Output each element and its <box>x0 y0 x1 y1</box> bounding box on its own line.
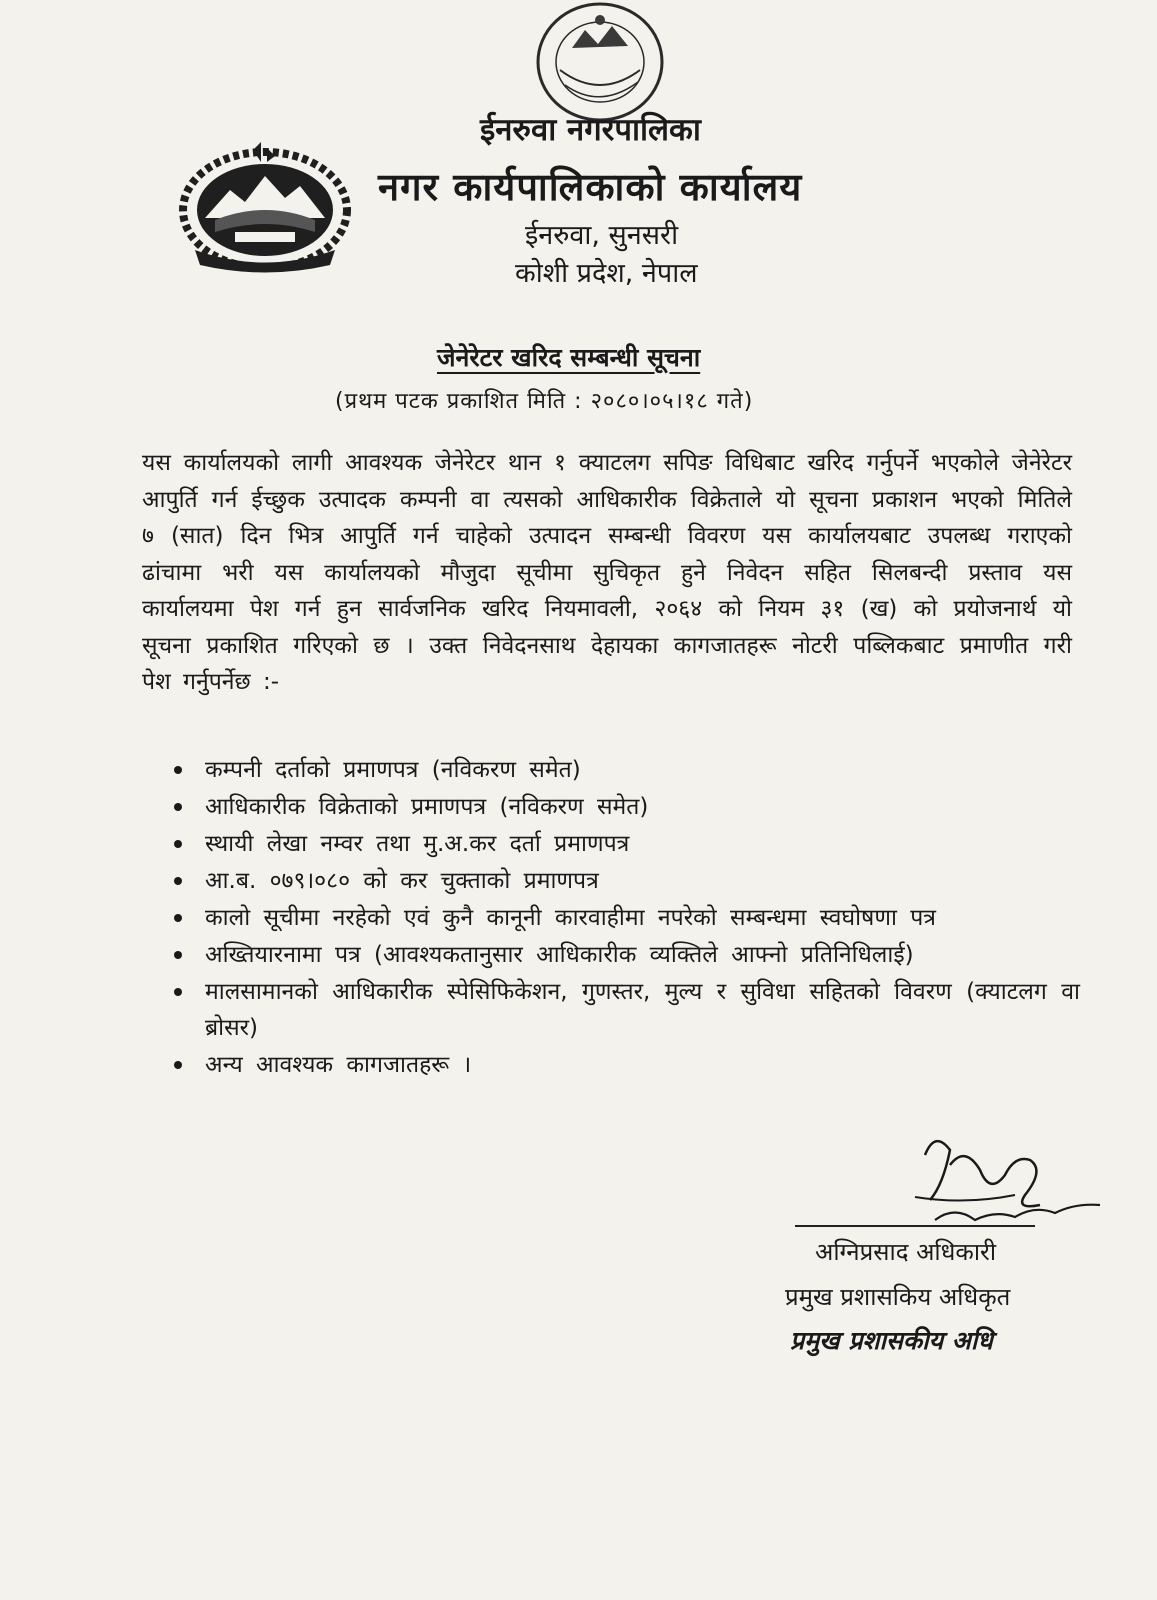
list-item-text: कम्पनी दर्ताको प्रमाणपत्र (नविकरण समेत) <box>205 757 581 783</box>
notice-title: जेनेरेटर खरिद सम्बन्धी सूचना <box>437 343 701 372</box>
bullet-icon <box>174 803 182 811</box>
required-documents-list <box>170 752 1080 1084</box>
office-name: नगर कार्यपालिकाको कार्यालय <box>378 165 803 209</box>
list-item <box>170 900 1080 936</box>
notice-subtitle: (प्रथम पटक प्रकाशित मिति : २०८०।०५।१८ गते) <box>335 389 754 414</box>
bullet-icon <box>174 877 182 885</box>
list-item-text: आधिकारीक विक्रेताको प्रमाणपत्र (नविकरण समेत) <box>205 794 649 820</box>
bullet-icon <box>174 1061 182 1069</box>
bullet-icon <box>174 766 182 774</box>
address-line-2: कोशी प्रदेश, नेपाल <box>515 258 698 289</box>
org-name: ईनरुवा नगरपालिका <box>480 112 701 148</box>
list-item <box>170 826 1080 862</box>
list-item-text: स्थायी लेखा नम्वर तथा मु.अ.कर दर्ता प्रमाणपत्र <box>205 831 630 857</box>
list-item <box>170 1047 1080 1083</box>
notice-body: यस कार्यालयको लागी आवश्यक जेनेरेटर थान १ क्याटलग सपिङ विधिबाट खरिद गर्नुपर्ने भएकोले जेनेरेटर आपुर्ति गर्न ईच्छुक उत्पादक कम्पनी वा त्यसको आधिकारीक विक्रेताले यो सूचना प्रकाशन भएको मितिले ७ (सात) दिन भित्र आपुर्ति गर्न चाहेको उत्पादन सम्बन्धी विवरण यस कार्यालयबाट उपलब्ध गराएको ढांचामा भरी यस कार्यालयको मौजुदा सूचीमा सुचिकृत हुने निवेदन सहित सिलबन्दी प्रस्ताव यस कार्यालयमा पेश गर्न हुन सार्वजनिक खरिद नियमावली, २०६४ को नियम ३१ (ख) को प्रयोजनार्थ यो सूचना प्रकाशित गरिएको छ । उक्त निवेदनसाथ देहायका कागजातहरू नोटरी पब्लिकबाट प्रमाणीत गरी पेश गर्नुपर्नेछ :- <box>142 450 1072 695</box>
designation-stamp: प्रमुख प्रशासकीय अधि <box>790 1326 993 1355</box>
handwritten-signature <box>895 1125 1115 1245</box>
nepal-emblem-icon <box>175 140 355 275</box>
signatory-designation: प्रमुख प्रशासकिय अधिकृत <box>785 1283 1011 1311</box>
bullet-icon <box>174 951 182 959</box>
signatory-name: अग्निप्रसाद अधिकारी <box>815 1238 997 1266</box>
list-item <box>170 863 1080 899</box>
bullet-icon <box>174 914 182 922</box>
list-item <box>170 937 1080 973</box>
bullet-icon <box>174 988 182 996</box>
list-item-text: आ.ब. ०७९।०८० को कर चुक्ताको प्रमाणपत्र <box>205 868 599 894</box>
list-item-text: मालसामानको आधिकारीक स्पेसिफिकेशन, गुणस्तर, मुल्य र सुविधा सहितको विवरण (क्याटलग वा ब्रोसर) <box>205 979 1080 1041</box>
bullet-icon <box>174 840 182 848</box>
address-line-1: ईनरुवा, सुनसरी <box>525 220 679 251</box>
list-item-text: अन्य आवश्यक कागजातहरू । <box>205 1052 472 1078</box>
list-item-text: कालो सूचीमा नरहेको एवं कुनै कानूनी कारवाहीमा नपरेको सम्बन्धमा स्वघोषणा पत्र <box>205 905 936 931</box>
signature-line <box>795 1225 1035 1227</box>
list-item <box>170 752 1080 788</box>
list-item <box>170 974 1080 1046</box>
list-item-text: अख्तियारनामा पत्र (आवश्यकतानुसार आधिकारीक व्यक्तिले आफ्नो प्रतिनिधिलाई) <box>205 942 914 968</box>
list-item <box>170 789 1080 825</box>
